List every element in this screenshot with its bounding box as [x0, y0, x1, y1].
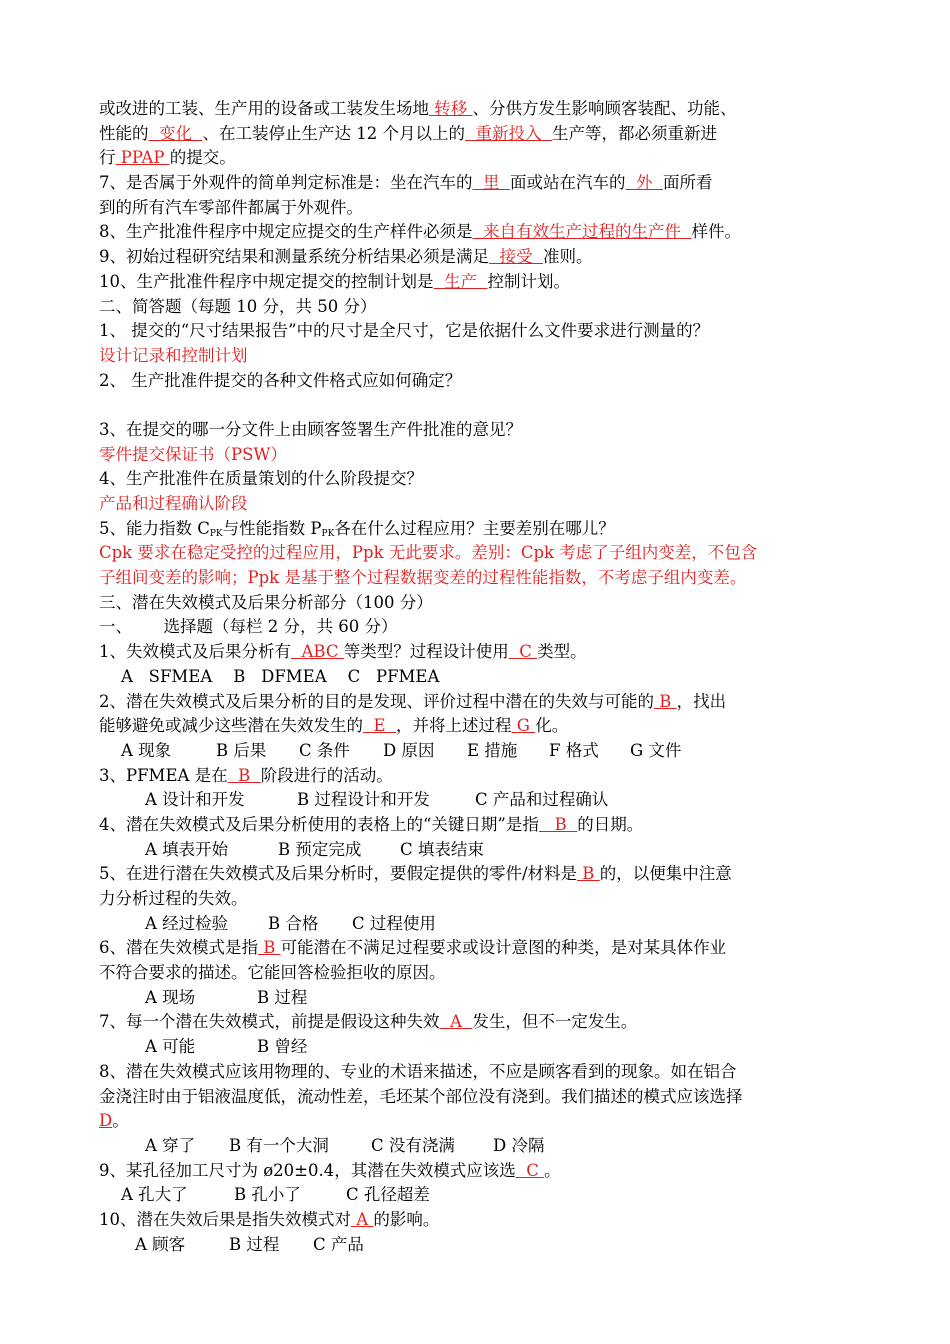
answer-blank: 转移 [429, 99, 473, 118]
options [99, 1183, 859, 1208]
answer-blank: A [439, 1012, 473, 1032]
section-heading: 三、潜在失效模式及后果分析部分（100 分） [99, 592, 433, 612]
answer-blank: 重新投入 [464, 123, 552, 143]
text: 的日期。 [577, 814, 644, 834]
answer-blank: ABC [291, 642, 344, 662]
text: 7、是否属于外观件的简单判定标准是：坐在汽车的 [99, 173, 473, 193]
text: 样件。 [691, 222, 741, 242]
option: A 设计和开发 [145, 790, 245, 810]
text: 5、能力指数 C [99, 518, 210, 538]
mc-question-1 [99, 640, 859, 665]
text: 8、生产批准件程序中规定应提交的生产样件必须是 [99, 222, 473, 242]
options [99, 986, 859, 1011]
text: 等类型？过程设计使用 [343, 642, 509, 662]
mc-question-4 [99, 813, 859, 838]
options [99, 1134, 859, 1159]
text: 。 [544, 1160, 561, 1180]
text: 3、PFMEA 是在 [99, 765, 228, 785]
text-line [99, 1109, 859, 1134]
text: 能够避免或减少这些潜在失效发生的 [99, 716, 363, 736]
option: A 孔大了 [121, 1185, 188, 1205]
mc-question-6 [99, 936, 859, 961]
subscript: PK [209, 528, 223, 539]
text-line: 到的所有汽车零部件都属于外观件。 [99, 197, 363, 217]
text: 或改进的工装、生产用的设备或工装发生场地 [99, 99, 429, 118]
text: 控制计划。 [487, 271, 570, 291]
option: B 过程 [257, 987, 308, 1007]
text: 与性能指数 P [222, 518, 322, 538]
answer-blank: A [351, 1209, 374, 1229]
text: 面或站在汽车的 [509, 173, 626, 193]
option: A 穿了 [145, 1135, 196, 1155]
option: G 文件 [630, 740, 682, 760]
option: A 填表开始 [145, 839, 229, 859]
option: A 可能 [145, 1037, 196, 1057]
text-line: 金浇注时由于铝液温度低，流动性差，毛坯某个部位没有浇到。我们描述的模式应该选择 [99, 1086, 743, 1106]
question-8 [99, 220, 859, 245]
text: 5、在进行潜在失效模式及后果分析时，要假定提供的零件/材料是 [99, 864, 578, 884]
text: 7、每一个潜在失效模式，前提是假设这种失效 [99, 1012, 440, 1032]
text: 各在什么过程应用？主要差别在哪儿？ [334, 518, 615, 538]
text: 阶段进行的活动。 [260, 765, 393, 785]
text-line: 不符合要求的描述。它能回答检验拒收的原因。 [99, 963, 446, 983]
text: 6、潜在失效模式是指 [99, 938, 258, 958]
section-heading: 二、简答题（每题 10 分，共 50 分） [99, 296, 377, 316]
options [99, 788, 859, 813]
subsection-heading: 一、 选择题（每栏 2 分，共 60 分） [99, 617, 398, 637]
question-10 [99, 270, 859, 295]
option: A 现象 [121, 740, 172, 760]
answer-blank: C [515, 1160, 545, 1180]
text: 2、潜在失效模式及后果分析的目的是发现、评价过程中潜在的失效与可能的 [99, 691, 654, 711]
text-line [99, 714, 859, 739]
mc-question-10 [99, 1208, 859, 1233]
answer-text: 设计记录和控制计划 [99, 345, 248, 365]
question-text: 1、 提交的“尺寸结果报告”中的尺寸是全尺寸，它是依据什么文件要求进行测量的？ [99, 321, 710, 341]
answer-text: 产品和过程确认阶段 [99, 494, 248, 513]
text-line: 力分析过程的失效。 [99, 889, 248, 908]
answer-blank: 来自有效生产过程的生产件 [472, 222, 692, 242]
mc-question-3 [99, 764, 859, 789]
option: B 孔小了 [234, 1185, 301, 1205]
text: 的提交。 [169, 148, 236, 168]
option: A 顾客 [135, 1234, 186, 1254]
options [99, 1233, 859, 1258]
question-text: 3、在提交的哪一分文件上由顾客签署生产件批准的意见？ [99, 419, 522, 439]
options [99, 912, 859, 937]
text-line [99, 146, 859, 171]
text: 9、某孔径加工尺寸为 ø20±0.4，其潜在失效模式应该选 [99, 1160, 516, 1180]
text-line [99, 122, 859, 147]
answer-blank: B [538, 814, 578, 834]
option: C 产品和过程确认 [475, 790, 609, 810]
text: ，找出 [676, 691, 727, 711]
answer-text: 子组间变差的影响；Ppk 是基于整个过程数据变差的过程性能指数，不考虑子组内变差。 [99, 568, 747, 588]
subscript: PK [321, 528, 335, 539]
answer-text: 零件提交保证书（PSW） [99, 444, 287, 464]
answer-blank: B [227, 765, 261, 785]
mc-question-5 [99, 862, 859, 887]
question-text: 4、生产批准件在质量策划的什么阶段提交？ [99, 469, 423, 489]
text: 化。 [535, 716, 569, 736]
options [99, 1035, 859, 1060]
text: 的影响。 [373, 1209, 440, 1229]
text: 准则。 [542, 247, 593, 267]
text: 4、潜在失效模式及后果分析使用的表格上的“关键日期”是指 [99, 814, 539, 834]
option: A 现场 [145, 987, 196, 1007]
text: 、分供方发生影响顾客装配、功能、 [472, 99, 737, 118]
answer-blank: PPAP [115, 148, 170, 168]
mc-question-7 [99, 1010, 859, 1035]
option: B 过程设计和开发 [297, 790, 430, 810]
options [99, 739, 859, 764]
question-text [99, 517, 859, 542]
text: 的，以便集中注意 [599, 864, 732, 884]
option: E 措施 [467, 740, 518, 760]
option: A 经过检验 [145, 913, 229, 933]
mc-question-2 [99, 690, 859, 715]
option: B 过程 [229, 1234, 280, 1254]
text: 。 [112, 1111, 129, 1131]
answer-blank: 变化 [148, 123, 203, 143]
answer-blank: 外 [625, 173, 663, 193]
text: 性能的 [99, 123, 149, 143]
options: A SFMEA B DFMEA C PFMEA [121, 666, 440, 686]
text: 10、生产批准件程序中规定提交的控制计划是 [99, 271, 434, 291]
option: C 产品 [313, 1234, 364, 1254]
text: 、在工装停止生产达 12 个月以上的 [202, 123, 465, 143]
option: C 条件 [299, 740, 350, 760]
answer-blank: 里 [472, 173, 510, 193]
option: B 曾经 [257, 1037, 308, 1057]
answer-blank: B [654, 691, 677, 711]
text: 可能潜在不满足过程要求或设计意图的种类，是对某具体作业 [280, 938, 727, 958]
option: C 孔径超差 [346, 1185, 430, 1205]
option: B 有一个大洞 [229, 1135, 329, 1155]
text: ，并将上述过程 [396, 716, 512, 736]
answer-text: Cpk 要求在稳定受控的过程应用，Ppk 无此要求。差别：Cpk 考虑了子组内变差，不包含 [99, 543, 758, 563]
text: 1、失效模式及后果分析有 [99, 642, 291, 662]
option: B 预定完成 [278, 839, 362, 859]
text: 发生，但不一定发生。 [472, 1012, 638, 1032]
answer-blank: G [511, 716, 536, 736]
options [99, 838, 859, 863]
option: C 过程使用 [352, 913, 436, 933]
text: 行 [99, 148, 116, 168]
answer-blank: 生产 [433, 271, 488, 291]
answer-blank: B [258, 938, 281, 958]
answer-blank: D [99, 1111, 113, 1131]
text: 10、潜在失效后果是指失效模式对 [99, 1209, 351, 1229]
text: 生产等，都必须重新进 [551, 123, 717, 143]
answer-blank: E [363, 716, 397, 736]
option: D 冷隔 [493, 1135, 545, 1155]
answer-blank: 接受 [489, 247, 543, 267]
text: 面所看 [662, 173, 713, 193]
option: C 填表结束 [400, 839, 484, 859]
option: D 原因 [383, 740, 435, 760]
answer-blank: C [508, 642, 538, 662]
text: 类型。 [537, 642, 587, 662]
question-7 [99, 171, 859, 196]
document-page [99, 97, 859, 1257]
question-text: 2、 生产批准件提交的各种文件格式应如何确定？ [99, 370, 462, 390]
option: F 格式 [549, 740, 599, 760]
mc-question-8: 8、潜在失效模式应该用物理的、专业的术语来描述，不应是顾客看到的现象。如在铝合 [99, 1061, 737, 1081]
answer-blank: B [577, 864, 600, 884]
text: 9、初始过程研究结果和测量系统分析结果必须是满足 [99, 247, 489, 267]
option: C 没有浇满 [371, 1135, 455, 1155]
question-9 [99, 245, 859, 270]
option: B 后果 [216, 740, 267, 760]
blank-line [99, 393, 859, 418]
option: B 合格 [268, 913, 319, 933]
mc-question-9 [99, 1159, 859, 1184]
text-line [99, 97, 859, 122]
